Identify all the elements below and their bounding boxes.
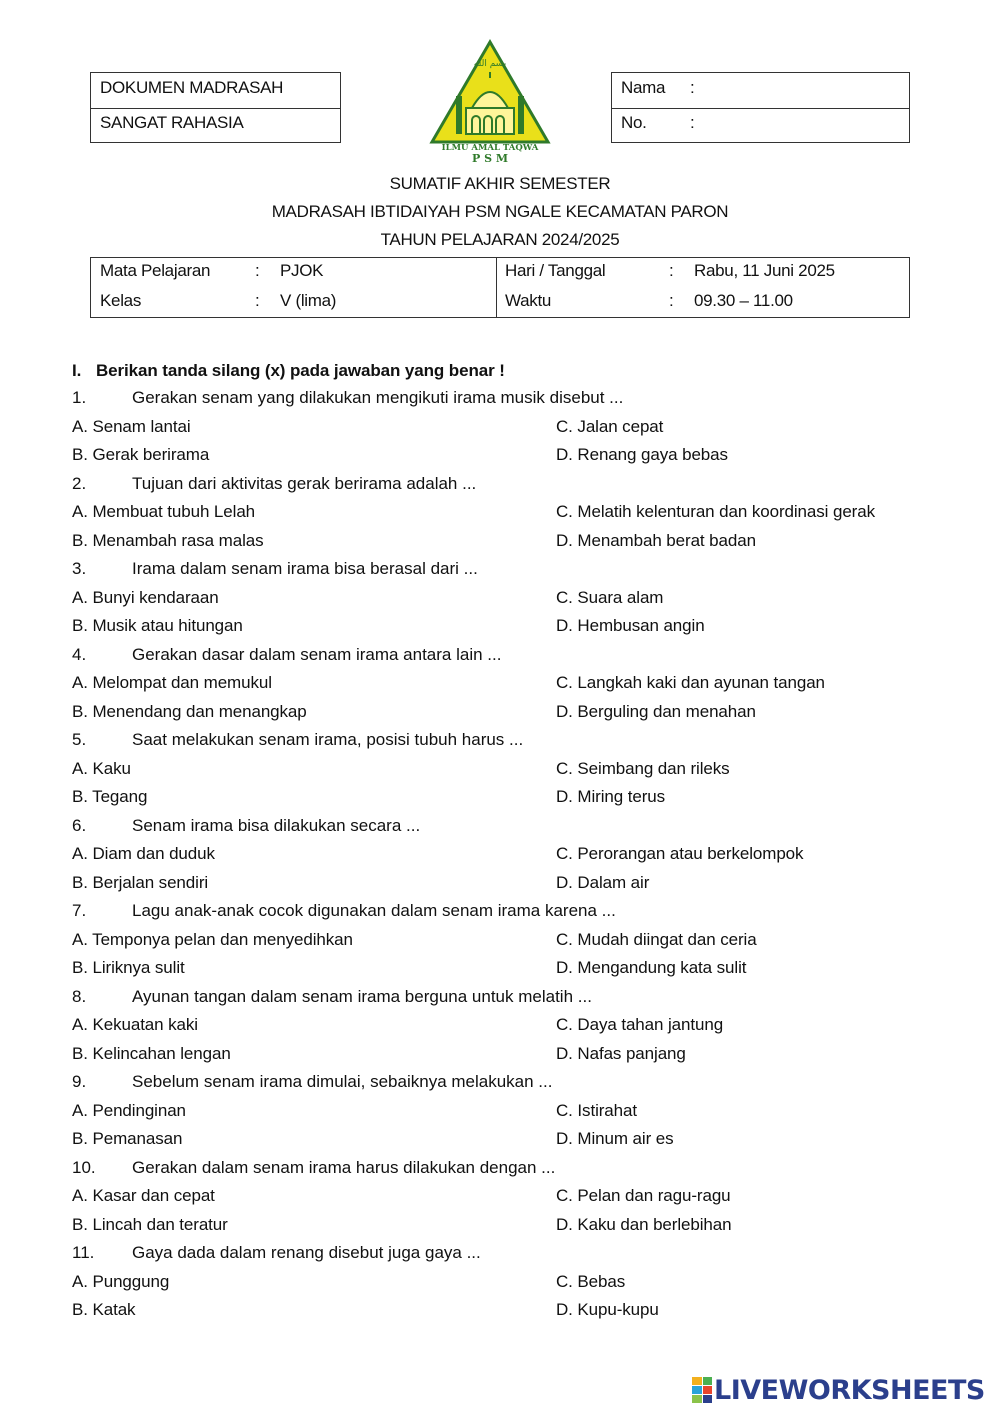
option-d[interactable]: D. Kupu-kupu <box>556 1300 659 1319</box>
option-b[interactable]: B. Musik atau hitungan <box>72 616 243 635</box>
option-b[interactable]: B. Gerak berirama <box>72 445 210 464</box>
option-c[interactable]: C. Daya tahan jantung <box>556 1015 724 1034</box>
school-year-title: TAHUN PELAJARAN 2024/2025 <box>380 230 620 249</box>
exam-title: SUMATIF AKHIR SEMESTER <box>389 174 611 193</box>
name-label: Nama <box>621 78 666 97</box>
option-b[interactable]: B. Liriknya sulit <box>72 958 185 977</box>
option-c[interactable]: C. Mudah diingat dan ceria <box>556 929 757 949</box>
question-number: 2. <box>72 473 87 493</box>
confidential-label: SANGAT RAHASIA <box>100 113 244 132</box>
question-text: Lagu anak-anak cocok digunakan dalam senam irama karena ... <box>132 901 616 920</box>
option-d[interactable]: D. Minum air es <box>556 1129 674 1148</box>
question-number: 11. <box>72 1243 95 1262</box>
class-value: V (lima) <box>280 291 337 310</box>
option-a[interactable]: A. Membuat tubuh Lelah <box>72 502 256 521</box>
option-b[interactable]: B. Tegang <box>72 787 148 806</box>
number-label: No. <box>621 113 647 132</box>
option-c[interactable]: C. Seimbang dan rileks <box>556 758 730 778</box>
question-text: Gaya dada dalam renang disebut juga gaya ... <box>132 1243 481 1262</box>
time-value: 09.30 – 11.00 <box>694 291 793 310</box>
document-label: DOKUMEN MADRASAH <box>100 78 284 97</box>
time-separator: : <box>669 291 674 310</box>
option-c[interactable]: C. Perorangan atau berkelompok <box>556 844 804 863</box>
option-a[interactable]: A. Temponya pelan dan menyedihkan <box>72 929 353 949</box>
option-d[interactable]: D. Renang gaya bebas <box>556 445 728 464</box>
question-text: Sebelum senam irama dimulai, sebaiknya melakukan ... <box>132 1072 553 1091</box>
brand-logo-icon <box>692 1377 712 1403</box>
question-text: Tujuan dari aktivitas gerak berirama adalah ... <box>132 473 477 493</box>
date-value: Rabu, 11 Juni 2025 <box>694 261 835 280</box>
svg-text:ILMU AMAL TAQWA: ILMU AMAL TAQWA <box>441 143 539 153</box>
svg-text:بسم الله: بسم الله <box>473 59 507 69</box>
subject-label: Mata Pelajaran <box>100 261 211 280</box>
svg-text:P S M: P S M <box>471 152 509 165</box>
option-b[interactable]: B. Kelincahan lengan <box>72 1043 231 1063</box>
option-a[interactable]: A. Melompat dan memukul <box>72 673 272 692</box>
option-d[interactable]: D. Miring terus <box>556 787 666 806</box>
school-title: MADRASAH IBTIDAIYAH PSM NGALE KECAMATAN PARON <box>271 202 729 221</box>
option-b[interactable]: B. Menendang dan menangkap <box>72 701 307 721</box>
option-a[interactable]: A. Kekuatan kaki <box>72 1015 198 1034</box>
question-number: 4. <box>72 644 87 664</box>
time-label: Waktu <box>505 291 552 310</box>
option-d[interactable]: D. Menambah berat badan <box>556 530 756 550</box>
option-d[interactable]: D. Nafas panjang <box>556 1043 686 1063</box>
liveworksheets-brand <box>692 1374 985 1406</box>
option-d[interactable]: D. Berguling dan menahan <box>556 701 756 721</box>
option-a[interactable]: A. Bunyi kendaraan <box>72 587 219 607</box>
option-d[interactable]: D. Hembusan angin <box>556 616 705 635</box>
question-number: 9. <box>72 1072 87 1091</box>
question-text: Ayunan tangan dalam senam irama berguna untuk melatih ... <box>132 986 592 1006</box>
class-label: Kelas <box>100 291 142 310</box>
option-c[interactable]: C. Jalan cepat <box>556 416 664 436</box>
option-d[interactable]: D. Mengandung kata sulit <box>556 958 747 977</box>
option-a[interactable]: A. Kaku <box>72 758 131 778</box>
question-number: 5. <box>72 730 87 749</box>
option-c[interactable]: C. Pelan dan ragu-ragu <box>556 1186 731 1205</box>
option-c[interactable]: C. Istirahat <box>556 1100 637 1120</box>
option-a[interactable]: A. Diam dan duduk <box>72 844 215 863</box>
question-text: Irama dalam senam irama bisa berasal dari ... <box>132 559 478 578</box>
option-b[interactable]: B. Menambah rasa malas <box>72 530 264 550</box>
option-a[interactable]: A. Senam lantai <box>72 416 191 436</box>
option-d[interactable]: D. Dalam air <box>556 872 650 892</box>
option-c[interactable]: C. Suara alam <box>556 587 664 607</box>
option-b[interactable]: B. Lincah dan teratur <box>72 1214 228 1234</box>
brand-wordmark: LIVEWORKSHEETS <box>714 1374 985 1406</box>
question-text: Gerakan dasar dalam senam irama antara lain ... <box>132 644 502 664</box>
question-number: 8. <box>72 986 87 1006</box>
number-separator: : <box>690 113 695 132</box>
question-text: Saat melakukan senam irama, posisi tubuh harus ... <box>132 730 524 749</box>
question-text: Gerakan dalam senam irama harus dilakukan dengan ... <box>132 1157 556 1177</box>
section-number: I. <box>72 361 82 380</box>
option-a[interactable]: A. Punggung <box>72 1271 170 1291</box>
subject-separator: : <box>255 261 260 280</box>
date-label: Hari / Tanggal <box>505 261 606 280</box>
option-a[interactable]: A. Kasar dan cepat <box>72 1186 215 1205</box>
option-b[interactable]: B. Berjalan sendiri <box>72 872 209 892</box>
class-separator: : <box>255 291 260 310</box>
option-c[interactable]: C. Melatih kelenturan dan koordinasi gerak <box>556 502 875 521</box>
name-separator: : <box>690 78 695 97</box>
option-c[interactable]: C. Bebas <box>556 1271 626 1291</box>
option-b[interactable]: B. Pemanasan <box>72 1129 183 1148</box>
question-number: 3. <box>72 559 87 578</box>
question-text: Gerakan senam yang dilakukan mengikuti irama musik disebut ... <box>132 388 624 407</box>
option-a[interactable]: A. Pendinginan <box>72 1100 186 1120</box>
option-c[interactable]: C. Langkah kaki dan ayunan tangan <box>556 673 825 692</box>
question-number: 6. <box>72 815 87 835</box>
question-number: 7. <box>72 901 87 920</box>
subject-value: PJOK <box>280 261 324 280</box>
school-logo <box>428 38 552 166</box>
question-text: Senam irama bisa dilakukan secara ... <box>132 815 421 835</box>
option-b[interactable]: B. Katak <box>72 1300 136 1319</box>
date-separator: : <box>669 261 674 280</box>
option-d[interactable]: D. Kaku dan berlebihan <box>556 1214 732 1234</box>
section-instruction: Berikan tanda silang (x) pada jawaban yang benar ! <box>96 361 505 380</box>
question-number: 10. <box>72 1157 96 1177</box>
question-number: 1. <box>72 388 87 407</box>
